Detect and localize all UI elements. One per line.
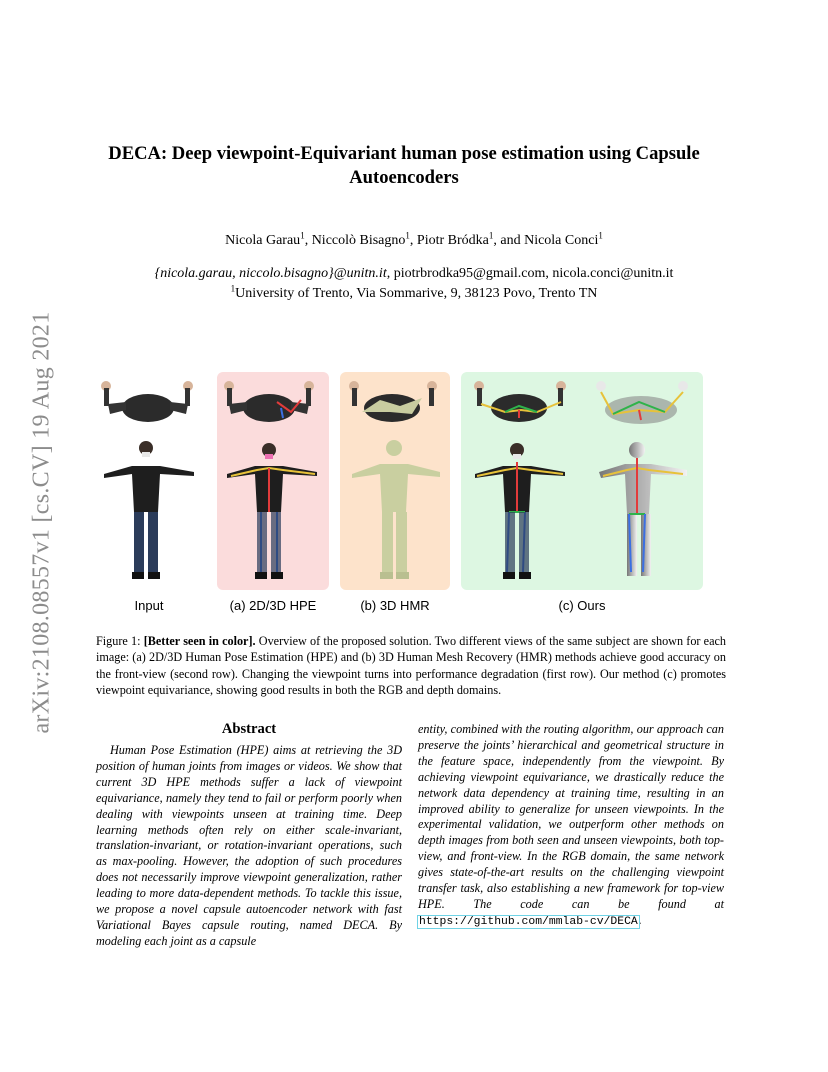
affiliation [90, 285, 738, 303]
author-name: Piotr Bródka [416, 233, 489, 248]
abstract-right-column [418, 722, 724, 931]
author-name: Niccolò Bisagno [311, 233, 406, 248]
figure-label-ours: (c) Ours [558, 598, 606, 613]
code-link[interactable]: https://github.com/mmlab-cv/DECA [419, 915, 638, 928]
hmr-figure-image [340, 372, 450, 590]
figure-label-hmr: (b) 3D HMR [360, 598, 430, 613]
author-affil-mark: 1 [488, 230, 494, 241]
title-line-1: DECA: Deep viewpoint-Equivariant human pose estimation using Capsule [108, 143, 700, 164]
author-affil-mark: 1 [300, 230, 305, 241]
author-separator: , [304, 233, 312, 248]
email-group: {nicola.garau, niccolo.bisagno}@unitn.it [154, 266, 387, 281]
arxiv-stamp [22, 282, 62, 762]
panel-hpe [217, 372, 329, 590]
affiliation-text: University of Trento, Via Sommarive, 9, 38123 Povo, Trento TN [235, 286, 598, 301]
caption-bold: [Better seen in color]. [143, 634, 256, 648]
panel-hmr [340, 372, 450, 590]
abstract-text-left: Human Pose Estimation (HPE) aims at retrieving the 3D position of human joints from images or videos. We show that current 3D HPE methods suffer a lack of viewpoint equivariance, namely they tend to fail or perform poorly when dealing with viewpoints unseen at training time. Deep learning methods often rely on either scale-invariant, translation-invariant, or rotation-invariant operations, such as max-pooling. However, the adoption of such procedures does not necessarily improve viewpoint generalization, rather leading to more data-dependent methods. To tackle this issue, we propose a novel capsule autoencoder network with fast Variational Bayes capsule routing, named DECA. By modeling each joint as a capsule [96, 743, 402, 948]
author-separator: , and [493, 233, 525, 248]
caption-text: Overview of the proposed solution. Two different views of the same subject are shown for each image: (a) 2D/3D Human Pose Estimation (HPE) and (b) 3D Human Mesh Recovery (HMR) methods achieve good accuracy on the front-view (second row). Changing the viewpoint turns into performance degradation (first row). Our method (c) promotes viewpoint equivariance, showing good results in both the RGB and depth domains. [96, 634, 726, 698]
author-name: Nicola Conci [524, 233, 599, 248]
abstract-url-suffix: . [638, 912, 642, 927]
email-rest: , piotrbrodka95@gmail.com, nicola.conci@unitn.it [386, 266, 674, 281]
author-name: Nicola Garau [225, 233, 301, 248]
figure-label-input: Input [134, 598, 164, 613]
panel-ours [461, 372, 703, 590]
panel-input [96, 372, 202, 590]
affil-mark: 1 [230, 283, 236, 294]
author-affil-mark: 1 [405, 230, 410, 241]
abstract-text-right: entity, combined with the routing algorithm, our approach can preserve the joints’ hierarchical and geometrical structure in the feature space, independently from the viewpoint. By achieving viewpoint equivariance, we drastically reduce the network data dependency at training time, resulting in an improved ability to generalize for unseen viewpoints. In the experimental validation, we outperform other methods on depth images from both seen and unseen viewpoints, both top-view, and front-view. In the RGB domain, the same network gives state-of-the-art results on the challenging viewpoint transfer task, also establishing a new framework for top-view HPE. The code can be found at [418, 722, 724, 911]
title-line-2: Autoencoders [349, 167, 459, 188]
author-affil-mark: 1 [598, 230, 603, 241]
author-list [90, 232, 738, 250]
caption-prefix: Figure 1: [96, 634, 144, 648]
abstract-heading: Abstract [221, 721, 277, 737]
author-emails [90, 265, 738, 283]
author-separator: , [409, 233, 417, 248]
figure-caption [96, 633, 726, 699]
figure-label-hpe: (a) 2D/3D HPE [229, 598, 317, 613]
input-figure-image [96, 372, 202, 590]
paper-title [90, 142, 718, 190]
ours-figure-image [461, 372, 703, 590]
arxiv-id: arXiv:2108.08557v1 [cs.CV] 19 Aug 2021 [28, 310, 55, 734]
abstract-left-column [96, 743, 402, 950]
figure-1 [96, 372, 708, 622]
hpe-figure-image [217, 372, 329, 590]
